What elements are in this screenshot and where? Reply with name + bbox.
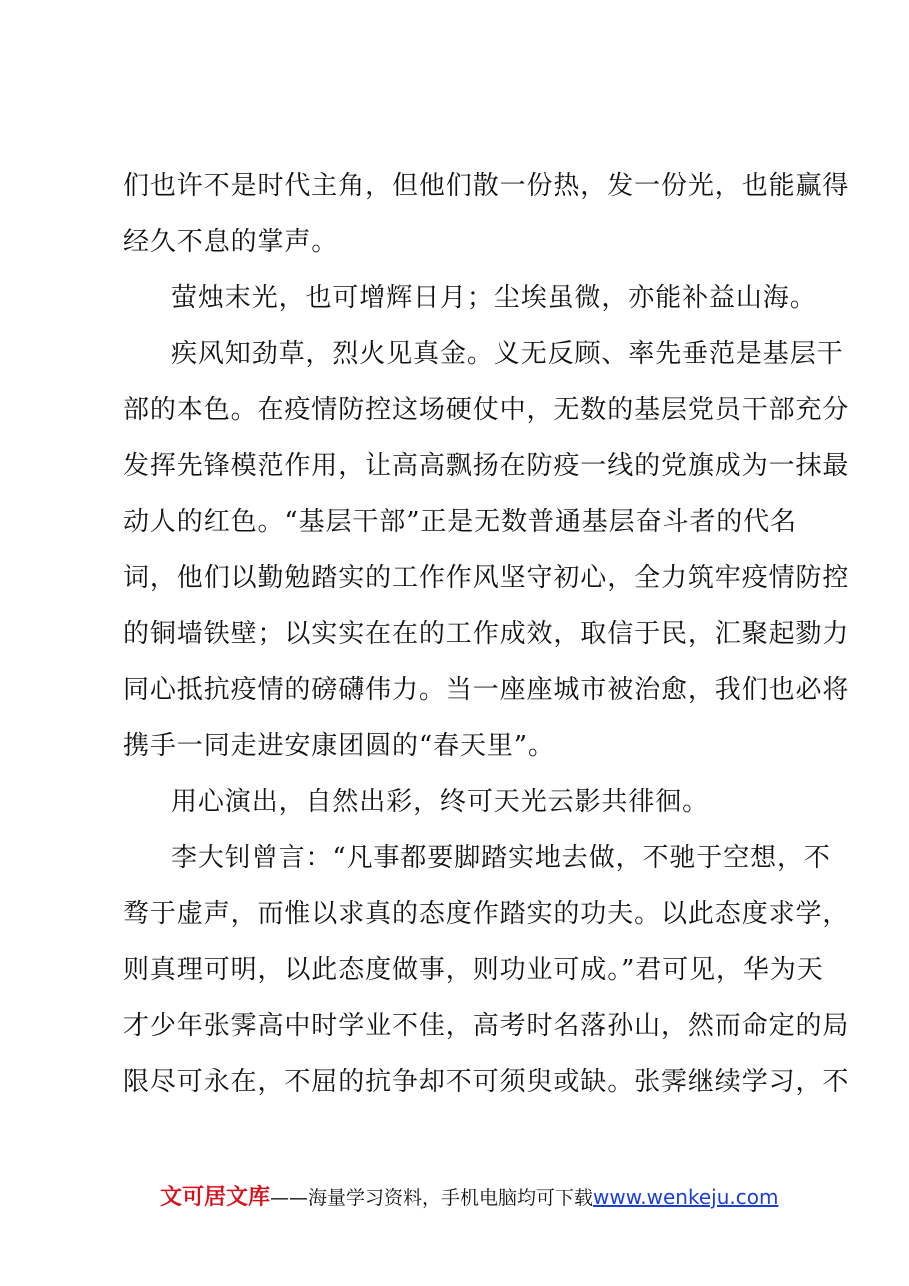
body-line: 携手一同走进安康团圆的“春天里”。 [123,731,555,761]
paragraph-first-line: 疾风知劲草，烈火见真金。义无反顾、率先垂范是基层干 [171,339,844,369]
body-line: 才少年张霁高中时学业不佳，高考时名落孙山，然而命定的局 [123,1011,850,1041]
body-line: 经久不息的掌声。 [123,227,339,257]
paragraph-first-line: 用心演出，自然出彩，终可天光云影共徘徊。 [171,787,710,817]
body-line: 部的本色。在疫情防控这场硬仗中，无数的基层党员干部充分 [123,395,850,425]
body-line: 同心抵抗疫情的磅礴伟力。当一座座城市被治愈，我们也必将 [123,675,850,705]
paragraph-first-line: 李大钊曾言：“凡事都要脚踏实地去做，不驰于空想，不 [171,843,831,873]
body-line: 发挥先锋模范作用，让高高飘扬在防疫一线的党旗成为一抹最 [123,451,850,481]
body-line: 词，他们以勤勉踏实的工作作风坚守初心，全力筑牢疫情防控 [123,563,850,593]
footer-tagline: ——海量学习资料，手机电脑均可下载 [270,1187,594,1209]
page-footer [160,1180,778,1214]
footer-website-link[interactable]: www.wenkeju.com [593,1185,779,1209]
paragraph-first-line: 萤烛末光，也可增辉日月；尘埃虽微，亦能补益山海。 [171,283,817,313]
body-line: 则真理可明，以此态度做事，则功业可成。”君可见，华为天 [123,955,824,985]
body-line: 们也许不是时代主角，但他们散一份热，发一份光，也能赢得 [123,171,850,201]
body-line: 的铜墙铁壁；以实实在在的工作成效，取信于民，汇聚起勠力 [123,619,850,649]
body-line: 限尽可永在，不屈的抗争却不可须臾或缺。张霁继续学习，不 [123,1067,850,1097]
footer-brand: 文可居文库 [160,1185,271,1210]
body-line: 骛于虚声，而惟以求真的态度作踏实的功夫。以此态度求学， [123,899,850,929]
body-line: 动人的红色。“基层干部”正是无数普通基层奋斗者的代名 [123,507,797,537]
